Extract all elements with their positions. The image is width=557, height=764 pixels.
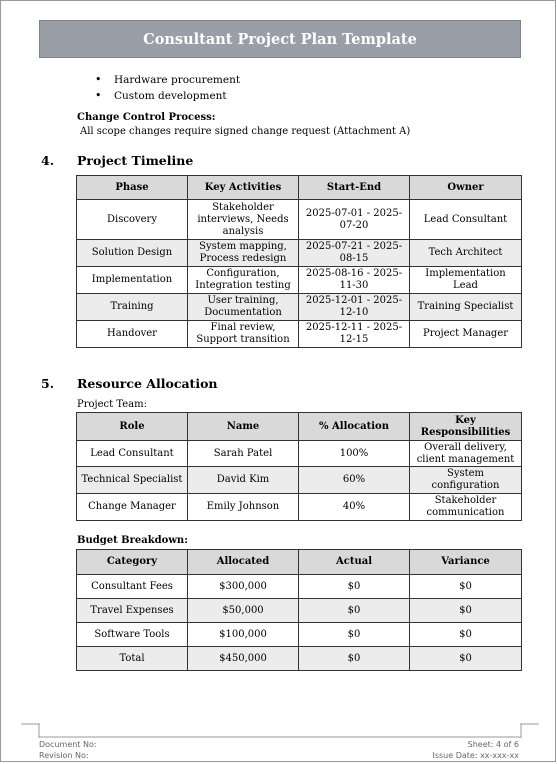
resource-table: [76, 412, 522, 521]
change-control-label: Change Control Process:: [77, 112, 216, 123]
activities-cell: User training, Documentation: [188, 294, 299, 321]
responsibilities-cell: System configuration: [410, 467, 522, 494]
dates-cell: 2025-07-01 - 2025-07-20: [299, 200, 410, 240]
sheet-number: Sheet: 4 of 6: [467, 740, 519, 749]
budget-table: [76, 549, 522, 671]
phase-cell: Implementation: [77, 267, 188, 294]
dates-cell: 2025-08-16 - 2025-11-30: [299, 267, 410, 294]
table-row: [77, 647, 522, 671]
name-cell: Sarah Patel: [188, 441, 299, 467]
timeline-table: [76, 175, 522, 348]
table-row: [77, 267, 522, 294]
column-header: Variance: [410, 550, 522, 575]
column-header: Phase: [77, 176, 188, 200]
actual-cell: $0: [299, 647, 410, 671]
category-cell: Software Tools: [77, 623, 188, 647]
owner-cell: Tech Architect: [410, 240, 522, 267]
table-row: [77, 441, 522, 467]
column-header: Owner: [410, 176, 522, 200]
phase-cell: Training: [77, 294, 188, 321]
owner-cell: Training Specialist: [410, 294, 522, 321]
allocated-cell: $450,000: [188, 647, 299, 671]
responsibilities-cell: Stakeholder communication: [410, 494, 522, 521]
project-team-label: Project Team:: [77, 399, 147, 410]
category-cell: Consultant Fees: [77, 575, 188, 599]
column-header: % Allocation: [299, 413, 410, 441]
phase-cell: Discovery: [77, 200, 188, 240]
section-title-timeline: Project Timeline: [77, 153, 194, 168]
table-row: [77, 294, 522, 321]
role-cell: Technical Specialist: [77, 467, 188, 494]
activities-cell: Configuration, Integration testing: [188, 267, 299, 294]
responsibilities-cell: Overall delivery, client management: [410, 441, 522, 467]
activities-cell: System mapping, Process redesign: [188, 240, 299, 267]
dates-cell: 2025-12-11 - 2025-12-15: [299, 321, 410, 348]
dates-cell: 2025-07-21 - 2025-08-15: [299, 240, 410, 267]
variance-cell: $0: [410, 647, 522, 671]
owner-cell: Project Manager: [410, 321, 522, 348]
phase-cell: Solution Design: [77, 240, 188, 267]
allocated-cell: $100,000: [188, 623, 299, 647]
scope-bullet-list: [95, 72, 240, 104]
name-cell: David Kim: [188, 467, 299, 494]
allocation-cell: 100%: [299, 441, 410, 467]
column-header: Key Activities: [188, 176, 299, 200]
list-item: • Hardware procurement: [95, 72, 240, 88]
change-control-text: All scope changes require signed change request (Attachment A): [80, 126, 411, 137]
variance-cell: $0: [410, 575, 522, 599]
list-item: • Custom development: [95, 88, 240, 104]
column-header: Name: [188, 413, 299, 441]
category-cell: Travel Expenses: [77, 599, 188, 623]
column-header: Actual: [299, 550, 410, 575]
actual-cell: $0: [299, 599, 410, 623]
allocated-cell: $50,000: [188, 599, 299, 623]
role-cell: Lead Consultant: [77, 441, 188, 467]
table-row: [77, 599, 522, 623]
column-header: Start-End: [299, 176, 410, 200]
page-title: Consultant Project Plan Template: [39, 20, 521, 58]
dates-cell: 2025-12-01 - 2025-12-10: [299, 294, 410, 321]
column-header: Category: [77, 550, 188, 575]
activities-cell: Stakeholder interviews, Needs analysis: [188, 200, 299, 240]
table-row: [77, 467, 522, 494]
document-number-label: Document No:: [39, 740, 97, 749]
table-row: [77, 200, 522, 240]
column-header: Role: [77, 413, 188, 441]
activities-cell: Final review, Support transition: [188, 321, 299, 348]
actual-cell: $0: [299, 623, 410, 647]
table-row: [77, 623, 522, 647]
column-header: Key Responsibilities: [410, 413, 522, 441]
owner-cell: Lead Consultant: [410, 200, 522, 240]
variance-cell: $0: [410, 599, 522, 623]
name-cell: Emily Johnson: [188, 494, 299, 521]
actual-cell: $0: [299, 575, 410, 599]
allocated-cell: $300,000: [188, 575, 299, 599]
owner-cell: Implementation Lead: [410, 267, 522, 294]
section-number: 4.: [41, 153, 55, 168]
phase-cell: Handover: [77, 321, 188, 348]
section-number: 5.: [41, 376, 55, 391]
table-row: [77, 321, 522, 348]
table-row: [77, 240, 522, 267]
section-title-resources: Resource Allocation: [77, 376, 218, 391]
category-cell: Total: [77, 647, 188, 671]
table-row: [77, 494, 522, 521]
allocation-cell: 60%: [299, 467, 410, 494]
role-cell: Change Manager: [77, 494, 188, 521]
allocation-cell: 40%: [299, 494, 410, 521]
issue-date: Issue Date: xx-xxx-xx: [432, 751, 519, 760]
budget-label: Budget Breakdown:: [77, 535, 188, 546]
table-row: [77, 575, 522, 599]
revision-number-label: Revision No:: [39, 751, 89, 760]
variance-cell: $0: [410, 623, 522, 647]
column-header: Allocated: [188, 550, 299, 575]
